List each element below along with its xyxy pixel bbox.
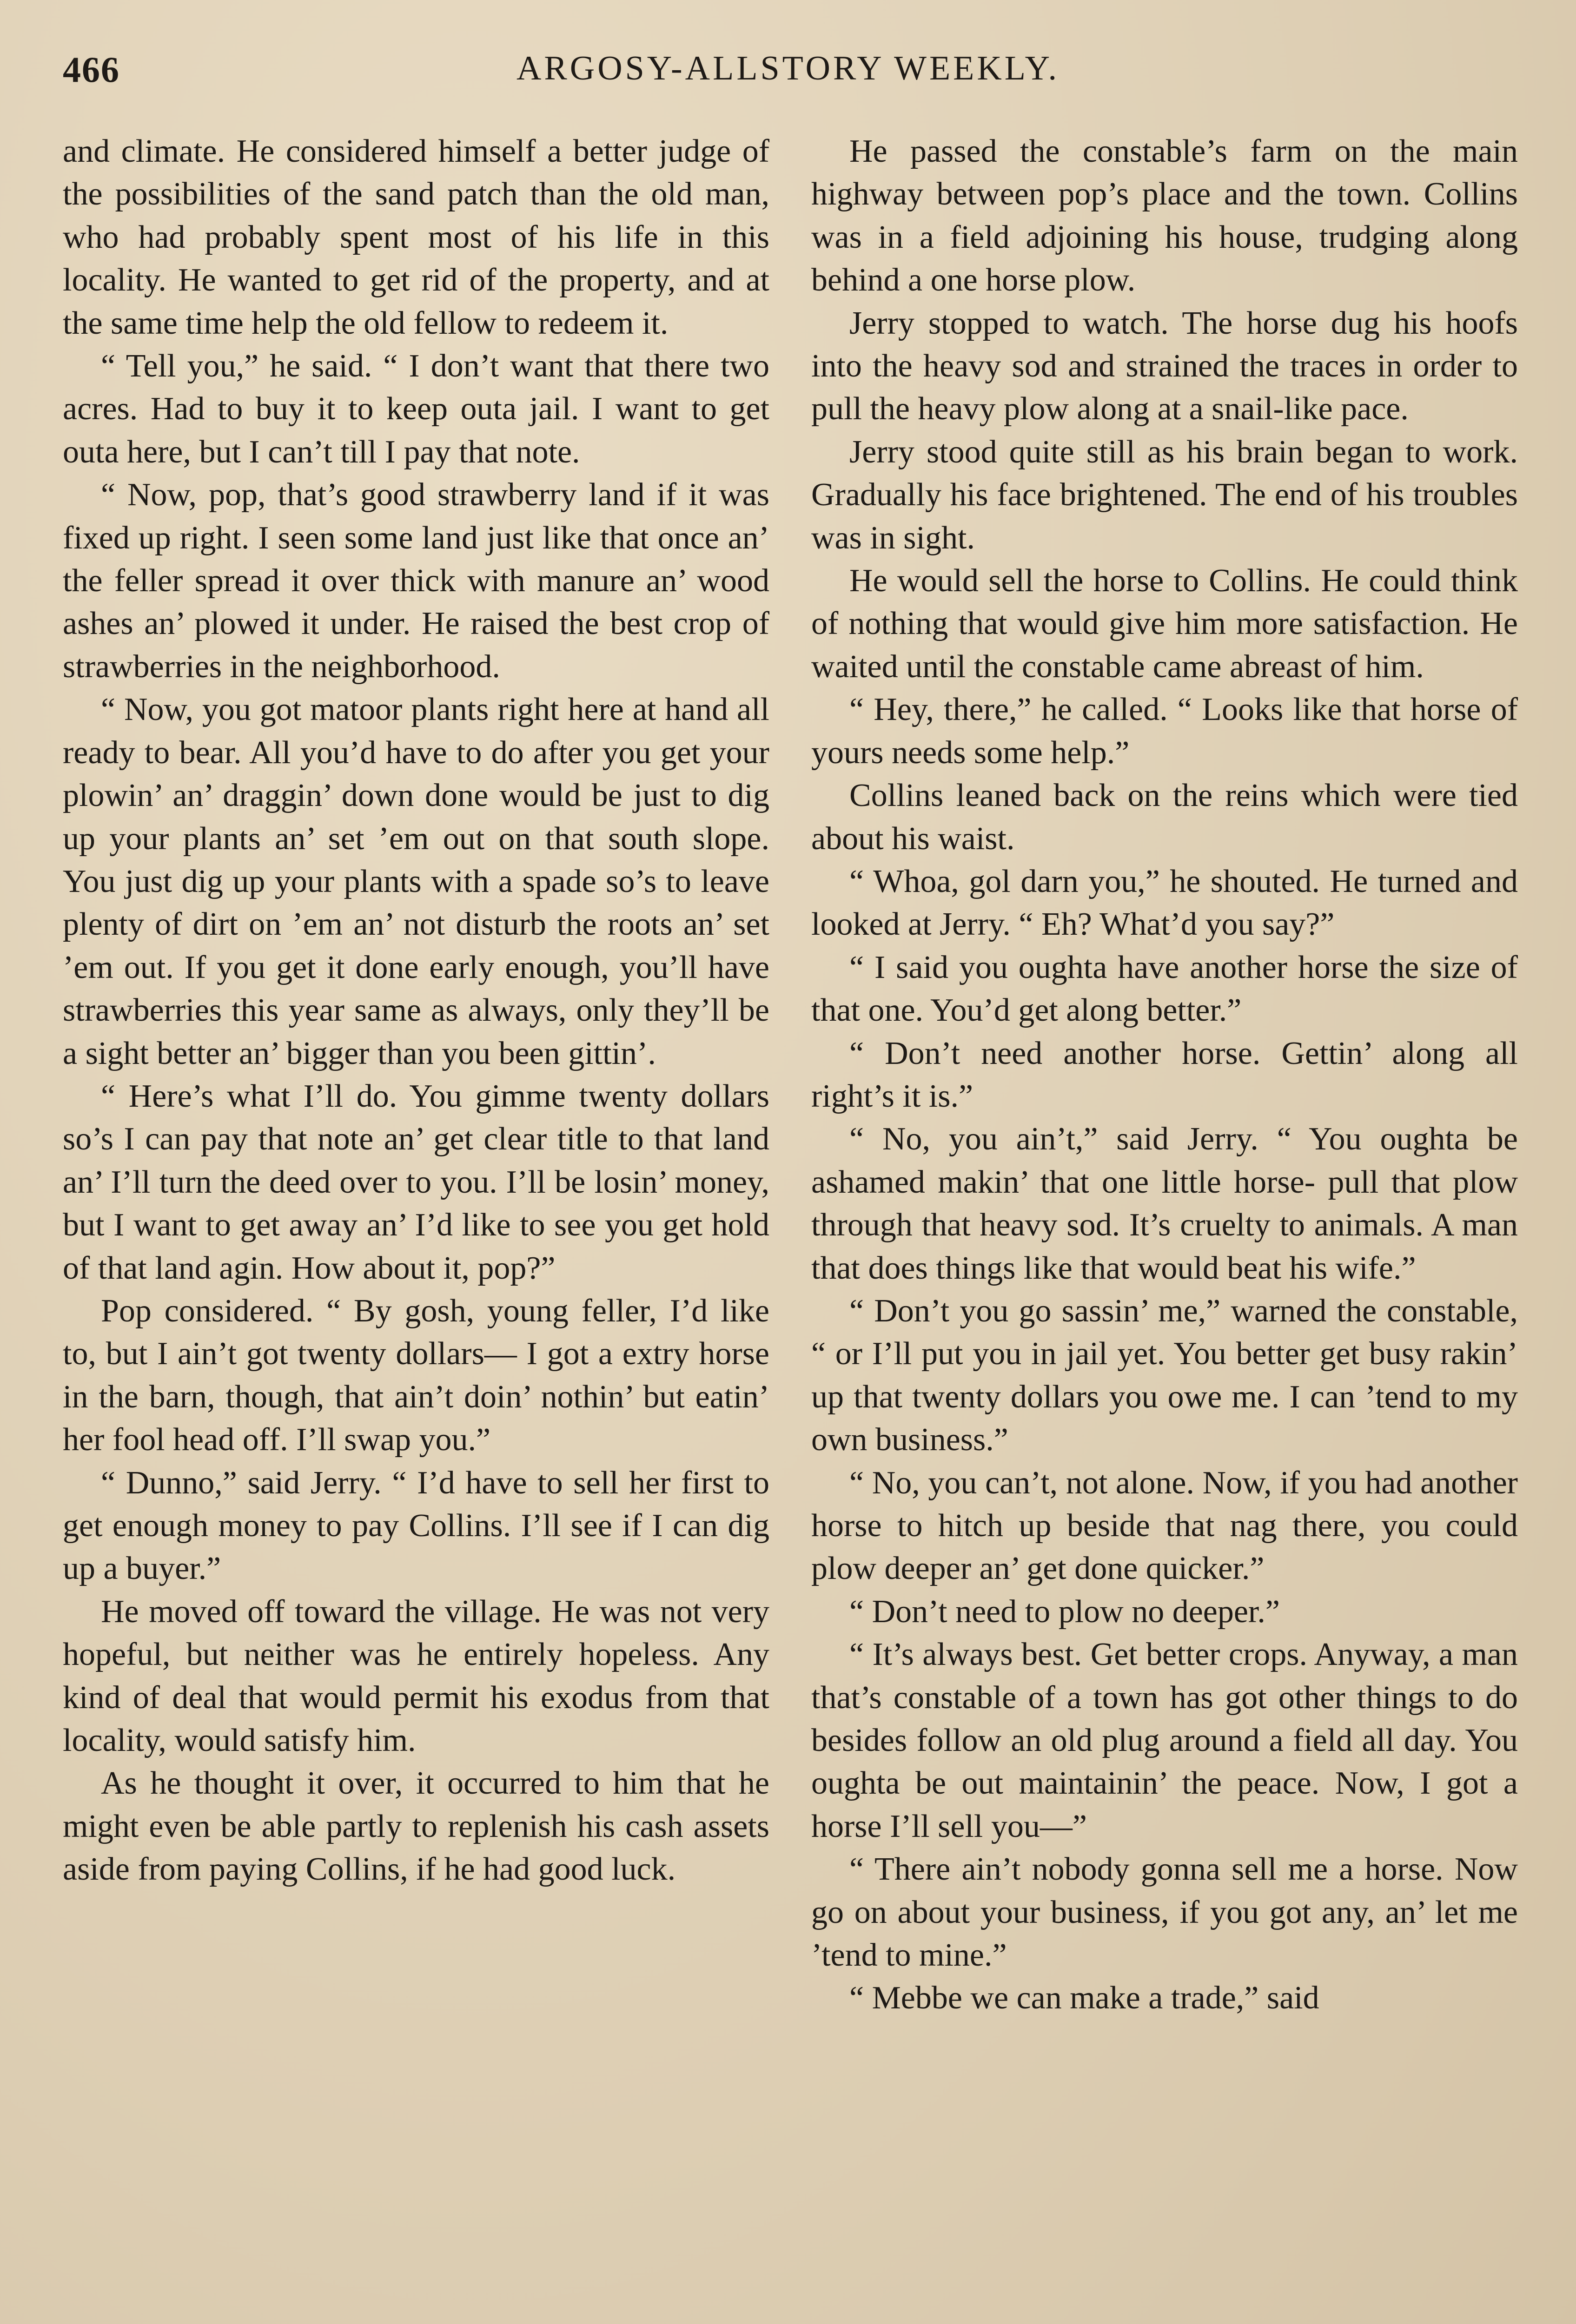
paragraph: “ I said you oughta have another horse the size of that one. You’d get along better.”	[811, 949, 1518, 1029]
paragraph: “ Don’t need another horse. Gettin’ along all right’s it is.”	[811, 1035, 1518, 1114]
running-head: ARGOSY-ALLSTORY WEEKLY.	[516, 49, 1060, 87]
paragraph: He would sell the horse to Collins. He could think of nothing that would give him more satisfaction. He waited until the constable came abreast of him.	[811, 563, 1518, 685]
left-column	[63, 130, 769, 1891]
paragraph: “ Now, you got matoor plants right here at hand all ready to bear. All you’d have to do after you get your plowin’ an’ draggin’ down done would be just to dig up your plants an’ set ’em out on that south slope. You just dig up your plants with a spade so’s to leave plenty of dirt on ’em an’ not disturb the roots an’ set ’em out. If you get it done early enough, you’ll have strawberries this year same as always, only they’ll be a sight better an’ bigger than you been gittin’.	[63, 692, 769, 1071]
paragraph: Jerry stopped to watch. The horse dug his hoofs into the heavy sod and strained the traces in order to pull the heavy plow along at a snail-like pace.	[811, 305, 1518, 427]
paragraph: Pop considered. “ By gosh, young feller, I’d like to, but I ain’t got twenty dollars— I got a extry horse in the barn, though, that ain’t doin’ nothin’ but eatin’ her fool head off. I’ll swap you.”	[63, 1293, 769, 1458]
paragraph: “ Don’t need to plow no deeper.”	[849, 1593, 1280, 1630]
page-number: 466	[63, 49, 120, 90]
paragraph: “ Hey, there,” he called. “ Looks like that horse of yours needs some help.”	[811, 692, 1518, 771]
paragraph: “ Now, pop, that’s good strawberry land if it was fixed up right. I seen some land just like that once an’ the feller spread it over thick with manure an’ wood ashes an’ plowed it under. He raised the best crop of strawberries in the neighborhood.	[63, 477, 769, 685]
paragraph: “ Don’t you go sassin’ me,” warned the constable, “ or I’ll put you in jail yet. You better get busy rakin’ up that twenty dollars you owe me. I can ’tend to my own business.”	[811, 1293, 1518, 1458]
paragraph: Jerry stood quite still as his brain began to work. Gradually his face brightened. The end of his troubles was in sight.	[811, 434, 1518, 556]
paragraph: As he thought it over, it occurred to him that he might even be able partly to replenish his cash assets aside from paying Collins, if he had good luck.	[63, 1765, 769, 1888]
paragraph: Collins leaned back on the reins which were tied about his waist.	[811, 778, 1518, 857]
paragraph: “ Dunno,” said Jerry. “ I’d have to sell her first to get enough money to pay Collins. I’ll see if I can dig up a buyer.”	[63, 1465, 769, 1587]
paragraph: “ No, you can’t, not alone. Now, if you had another horse to hitch up beside that nag there, you could plow deeper an’ get done quicker.”	[811, 1465, 1518, 1587]
paragraph: He passed the constable’s farm on the main highway between pop’s place and the town. Collins was in a field adjoining his house, trudging along behind a one horse plow.	[811, 133, 1518, 298]
paragraph: “ Here’s what I’ll do. You gimme twenty dollars so’s I can pay that note an’ get clear title to that land an’ I’ll turn the deed over to you. I’ll be losin’ money, but I want to get away an’ I’d like to see you get hold of that land agin. How about it, pop?”	[63, 1078, 769, 1286]
paragraph: and climate. He considered himself a better judge of the possibilities of the sand patch than the old man, who had probably spent most of his life in this locality. He wanted to get rid of the property, and at the same time help the old fellow to redeem it.	[63, 133, 769, 341]
paragraph: “ Whoa, gol darn you,” he shouted. He turned and looked at Jerry. “ Eh? What’d you say?”	[811, 863, 1518, 943]
paragraph: “ There ain’t nobody gonna sell me a horse. Now go on about your business, if you got any, an’ let me ’tend to mine.”	[811, 1851, 1518, 1974]
paragraph: “ No, you ain’t,” said Jerry. “ You oughta be ashamed makin’ that one little horse- pull that plow through that heavy sod. It’s cruelty to animals. A man that does things like that would beat his wife.”	[811, 1121, 1518, 1286]
paragraph: “ Tell you,” he said. “ I don’t want that there two acres. Had to buy it to keep outa jail. I want to get outa here, but I can’t till I pay that note.	[63, 348, 769, 470]
paragraph: He moved off toward the village. He was not very hopeful, but neither was he entirely hopeless. Any kind of deal that would permit his exodus from that locality, would satisfy him.	[63, 1593, 769, 1759]
page-header	[63, 44, 1513, 95]
paragraph: “ Mebbe we can make a trade,” said	[849, 1980, 1319, 2016]
right-column	[811, 130, 1518, 2020]
paragraph: “ It’s always best. Get better crops. Anyway, a man that’s constable of a town has got other things to do besides follow an old plug around a field all day. You oughta be out maintainin’ the peace. Now, I got a horse I’ll sell you—”	[811, 1637, 1518, 1844]
